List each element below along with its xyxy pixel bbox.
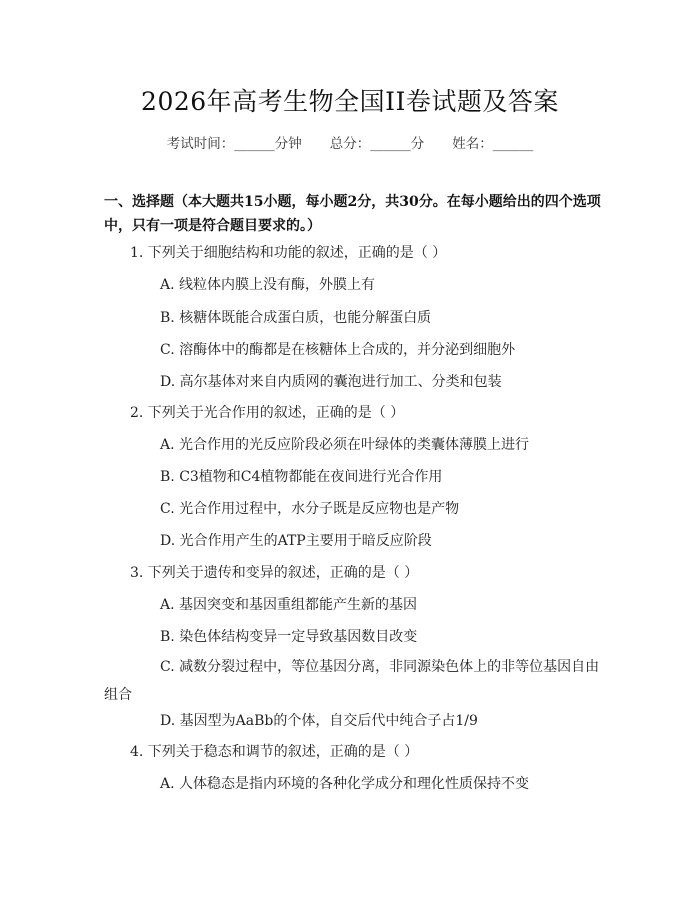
question-1-stem: 1. 下列关于细胞结构和功能的叙述，正确的是（ ） <box>130 245 447 261</box>
total-score-field: 总分：______分 <box>329 136 425 152</box>
section-heading-choice: 一、选择题（本大题共15小题，每小题2分，共30分。在每小题给出的四个选项中，只有一项是符合题目要求的。） <box>104 194 601 234</box>
question-1-option-a: A. 线粒体内膜上没有酶，外膜上有 <box>160 277 376 293</box>
question-3-stem: 3. 下列关于遗传和变异的叙述，正确的是（ ） <box>130 565 419 581</box>
question-3-option-a: A. 基因突变和基因重组都能产生新的基因 <box>160 597 418 613</box>
question-3-option-b: B. 染色体结构变异一定导致基因数目改变 <box>160 629 418 645</box>
question-1-option-b: B. 核糖体既能合成蛋白质，也能分解蛋白质 <box>160 310 432 326</box>
question-2-option-b: B. C3植物和C4植物都能在夜间进行光合作用 <box>160 469 443 485</box>
exam-meta <box>0 132 700 152</box>
question-3-option-d: D. 基因型为AaBb的个体，自交后代中纯合子占1/9 <box>160 713 478 729</box>
question-2-option-c: C. 光合作用过程中，水分子既是反应物也是产物 <box>160 501 460 517</box>
question-1-option-c: C. 溶酶体中的酶都是在核糖体上合成的，并分泌到细胞外 <box>160 342 516 358</box>
question-3-option-c: C. 减数分裂过程中，等位基因分离，非同源染色体上的非等位基因自由组合 <box>104 659 600 703</box>
question-4-option-a: A. 人体稳态是指内环境的各种化学成分和理化性质保持不变 <box>160 776 530 792</box>
question-2-stem: 2. 下列关于光合作用的叙述，正确的是（ ） <box>130 405 405 421</box>
page-title: 2026年高考生物全国II卷试题及答案 <box>141 87 559 116</box>
student-name-field: 姓名：______ <box>452 136 534 152</box>
question-4-stem: 4. 下列关于稳态和调节的叙述，正确的是（ ） <box>130 744 419 760</box>
question-1-option-d: D. 高尔基体对来自内质网的囊泡进行加工、分类和包装 <box>160 374 502 390</box>
question-2-option-a: A. 光合作用的光反应阶段必须在叶绿体的类囊体薄膜上进行 <box>160 437 530 453</box>
exam-time-field: 考试时间：______分钟 <box>166 136 302 152</box>
question-2-option-d: D. 光合作用产生的ATP主要用于暗反应阶段 <box>160 533 432 549</box>
